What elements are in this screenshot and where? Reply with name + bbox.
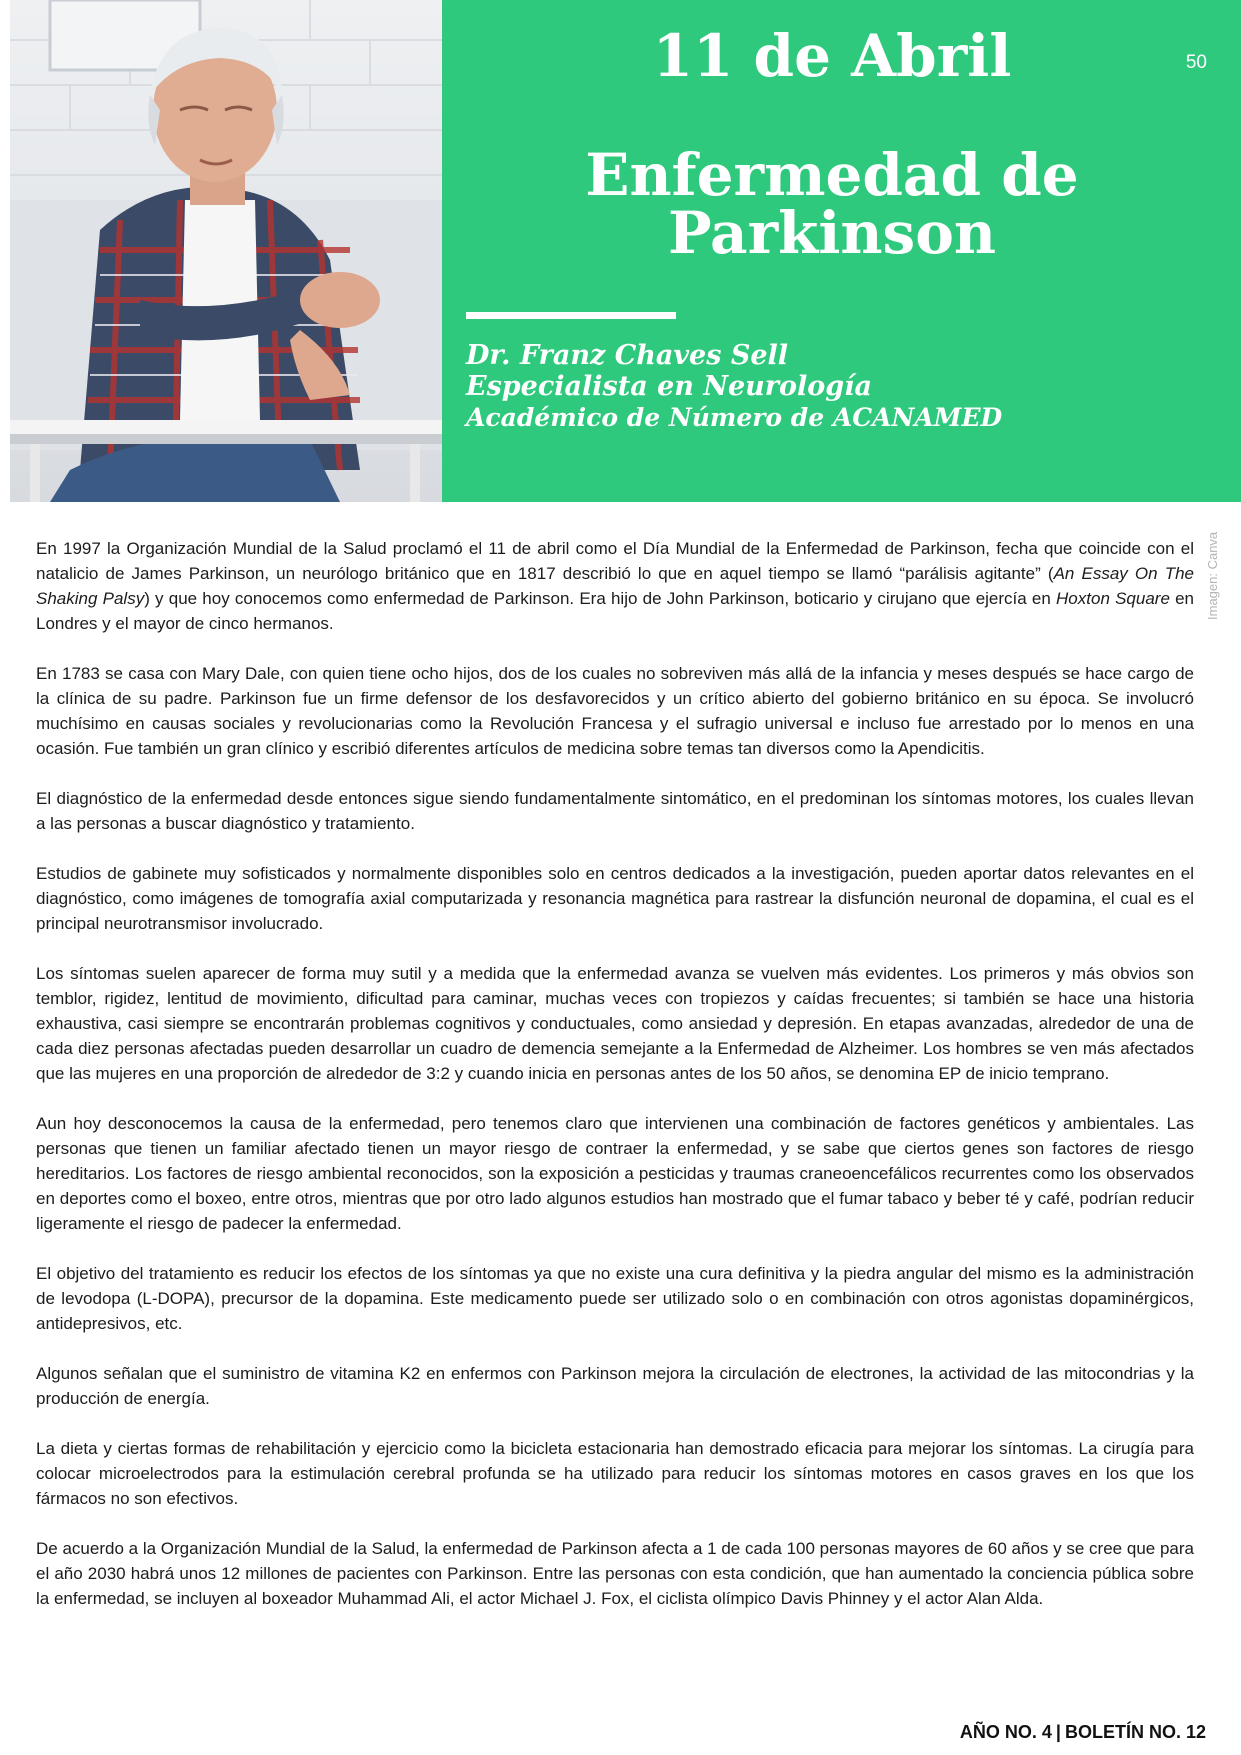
footer-bulletin: BOLETÍN NO. 12 bbox=[1064, 1722, 1206, 1742]
paragraph-8: Algunos señalan que el suministro de vitamina K2 en enfermos con Parkinson mejora la circulación de electrones, la actividad de las mitocondrias y la producción de energía. bbox=[36, 1364, 1194, 1408]
header-banner bbox=[442, 0, 1241, 502]
title-line-1: Enfermedad de bbox=[585, 141, 1079, 209]
paragraph-4: Estudios de gabinete muy sofisticados y normalmente disponibles solo en centros dedicados a la investigación, pueden aportar datos relevantes en el diagnóstico, como imágenes de tomografía axial computarizada y resonancia magnética para rastrear la disfunción neuronal de dopamina, el cual es el principal neurotransmisor involucrado. bbox=[36, 864, 1194, 933]
paragraph-7: El objetivo del tratamiento es reducir los efectos de los síntomas ya que no existe una cura definitiva y la piedra angular del mismo es la administración de levodopa (L-DOPA), precursor de la dopamina. Este medicamento puede ser utilizado solo o en combinación con otros agonistas dopaminérgicos, antidepresivos, etc. bbox=[36, 1264, 1194, 1333]
elderly-man-illustration bbox=[10, 0, 442, 502]
footer-separator: | bbox=[1055, 1722, 1061, 1742]
author-name: Dr. Franz Chaves Sell bbox=[466, 340, 789, 371]
image-credit: Imagen: Canva bbox=[1205, 531, 1220, 620]
title-divider bbox=[466, 312, 676, 319]
paragraph-6: Aun hoy desconocemos la causa de la enfermedad, pero tenemos claro que intervienen una combinación de factores genéticos y ambientales. Las personas que tienen un familiar afectado tienen un mayor riesgo de contraer la enfermedad, y se sabe que ciertos genes son factores de riesgo hereditarios. Los factores de riesgo ambiental reconocidos, son la exposición a pesticidas y traumas craneoencefálicos recurrentes como los observados en deportes como el boxeo, entre otros, mientras que por otro lado algunos estudios han mostrado que el fumar tabaco y beber té y café, podrían reducir ligeramente el riesgo de padecer la enfermedad. bbox=[36, 1114, 1194, 1233]
author-academy: Académico de Número de ACANAMED bbox=[466, 403, 1003, 432]
footer-issue-info bbox=[960, 1722, 1206, 1743]
paragraph-5: Los síntomas suelen aparecer de forma muy sutil y a medida que la enfermedad avanza se vuelven más evidentes. Los primeros y más obvios son temblor, rigidez, lentitud de movimiento, dificultad para caminar, muchas veces con tropiezos y caídas frecuentes; si también se hace una historia exhaustiva, casi siempre se encontrarán problemas cognitivos y conductuales, como ansiedad y depresión. En etapas avanzadas, alrededor de una de cada diez personas afectadas pueden desarrollar un cuadro de demencia semejante a la Enfermedad de Alzheimer. Los hombres se ven más afectados que las mujeres en una proporción de alrededor de 3:2 y cuando inicia en personas antes de los 50 años, se denomina EP de inicio temprano. bbox=[36, 964, 1194, 1083]
paragraph-10: De acuerdo a la Organización Mundial de la Salud, la enfermedad de Parkinson afecta a 1 de cada 100 personas mayores de 60 años y se cree que para el año 2030 habrá unos 12 millones de pacientes con Parkinson. Entre las personas con esta condición, que han aumentado la conciencia pública sobre la enfermedad, se incluyen al boxeador Muhammad Ali, el actor Michael J. Fox, el ciclista olímpico Davis Phinney y el actor Alan Alda. bbox=[36, 1539, 1194, 1608]
event-date: 11 de Abril bbox=[652, 22, 1012, 90]
place-name: Hoxton Square bbox=[1056, 589, 1170, 608]
title-line-2: Parkinson bbox=[667, 199, 997, 267]
page-number: 50 bbox=[1185, 52, 1207, 73]
article-body bbox=[36, 536, 1194, 1636]
footer-year: AÑO NO. 4 bbox=[959, 1722, 1052, 1742]
paragraph-3: El diagnóstico de la enfermedad desde entonces sigue siendo fundamentalmente sintomático, en el predominan los síntomas motores, los cuales llevan a las personas a buscar diagnóstico y tratamiento. bbox=[36, 789, 1194, 833]
paragraph-9: La dieta y ciertas formas de rehabilitación y ejercicio como la bicicleta estacionaria han demostrado eficacia para mejorar los síntomas. La cirugía para colocar microelectrodos para la estimulación cerebral profunda se ha utilizado para reducir los síntomas motores en casos graves en los que los fármacos no son efectivos. bbox=[36, 1439, 1194, 1508]
article-title bbox=[442, 141, 1222, 267]
author-block bbox=[466, 340, 1002, 433]
paragraph-2: En 1783 se casa con Mary Dale, con quien tiene ocho hijos, dos de los cuales no sobreviven más allá de la infancia y meses después se hace cargo de la clínica de su padre. Parkinson fue un firme defensor de los desfavorecidos y un crítico abierto del gobierno británico en su época. Se involucró muchísimo en causas sociales y revolucionarias como la Revolución Francesa y el sufragio universal e incluso fue arrestado por lo menos en una ocasión. Fue también un gran clínico y escribió diferentes artículos de medicina sobre temas tan diversos como la Apendicitis. bbox=[36, 664, 1194, 758]
paragraph-1: En 1997 la Organización Mundial de la Salud proclamó el 11 de abril como el Día Mundial de la Enfermedad de Parkinson, fecha que coincide con el natalicio de James Parkinson, un neurólogo británico que en 1817 describió lo que en aquel tiempo se llamó “parálisis agitante” (An Essay On The Shaking Palsy) y que hoy conocemos como enfermedad de Parkinson. Era hijo de John Parkinson, boticario y cirujano que ejercía en Hoxton Square en Londres y el mayor de cinco hermanos. bbox=[36, 539, 1195, 633]
header-photo bbox=[10, 0, 442, 502]
essay-title: An Essay On The Shaking Palsy bbox=[36, 564, 1194, 608]
author-role: Especialista en Neurología bbox=[466, 371, 872, 402]
